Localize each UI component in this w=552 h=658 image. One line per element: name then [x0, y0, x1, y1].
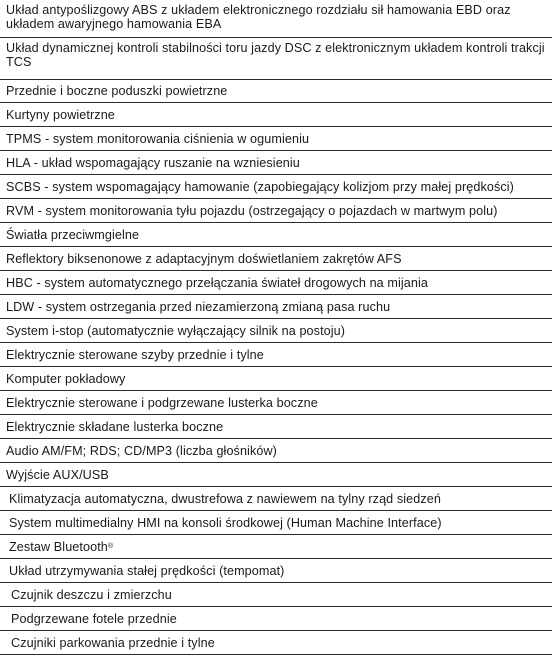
feature-row: [0, 175, 552, 199]
feature-row: [0, 415, 552, 439]
feature-row: Zestaw Bluetooth ®: [0, 535, 552, 559]
feature-label: Czujnik deszczu i zmierzchu: [11, 587, 172, 602]
feature-label: Klimatyzacja automatyczna, dwustrefowa z nawiewem na tylny rząd siedzeń: [9, 491, 441, 506]
feature-row: [0, 559, 552, 583]
feature-label: Światła przeciwmgielne: [6, 227, 140, 242]
feature-label: Układ dynamicznej kontroli stabilności toru jazdy DSC z elektronicznym układem kontroli trakcji TCS: [6, 41, 545, 69]
feature-label: SCBS - system wspomagający hamowanie (zapobiegający kolizjom przy małej prędkości): [6, 179, 514, 194]
feature-row: [0, 583, 552, 607]
feature-row: [0, 103, 552, 127]
feature-label: Zestaw Bluetooth: [9, 539, 108, 554]
feature-row: [0, 391, 552, 415]
feature-row: [0, 439, 552, 463]
feature-label: TPMS - system monitorowania ciśnienia w ogumieniu: [6, 131, 310, 146]
feature-label: Czujniki parkowania przednie i tylne: [11, 635, 215, 650]
feature-label: Komputer pokładowy: [6, 371, 126, 386]
feature-label: LDW - system ostrzegania przed niezamierzoną zmianą pasa ruchu: [6, 299, 391, 314]
feature-row: [0, 80, 552, 103]
feature-row: [0, 271, 552, 295]
feature-label: System i-stop (automatycznie wyłączający silnik na postoju): [6, 323, 346, 338]
feature-row: [0, 487, 552, 511]
feature-row: [0, 38, 552, 80]
feature-label: Układ utrzymywania stałej prędkości (tempomat): [9, 563, 285, 578]
feature-row: [0, 367, 552, 391]
feature-label: HLA - układ wspomagający ruszanie na wzniesieniu: [6, 155, 300, 170]
feature-row: [0, 247, 552, 271]
feature-row: [0, 223, 552, 247]
feature-label: HBC - system automatycznego przełączania świateł drogowych na mijania: [6, 275, 428, 290]
feature-row: [0, 127, 552, 151]
feature-label: Podgrzewane fotele przednie: [11, 611, 177, 626]
feature-label: Reflektory biksenonowe z adaptacyjnym doświetlaniem zakrętów AFS: [6, 251, 402, 266]
feature-label: Audio AM/FM; RDS; CD/MP3 (liczba głośników): [6, 443, 277, 458]
feature-row: [0, 631, 552, 655]
feature-label: Kurtyny powietrzne: [6, 107, 115, 122]
feature-label: System multimedialny HMI na konsoli środkowej (Human Machine Interface): [9, 515, 442, 530]
feature-row: [0, 463, 552, 487]
feature-row: [0, 0, 552, 38]
feature-label: RVM - system monitorowania tyłu pojazdu (ostrzegający o pojazdach w martwym polu): [6, 203, 498, 218]
feature-label: Elektrycznie sterowane szyby przednie i tylne: [6, 347, 264, 362]
feature-row: [0, 319, 552, 343]
feature-label: Elektrycznie składane lusterka boczne: [6, 419, 224, 434]
feature-label: Układ antypoślizgowy ABS z układem elektronicznego rozdziału sił hamowania EBD oraz układem awaryjnego hamowania EBA: [6, 3, 511, 31]
feature-label: Elektrycznie sterowane i podgrzewane lusterka boczne: [6, 395, 318, 410]
feature-row: [0, 199, 552, 223]
feature-row: [0, 607, 552, 631]
feature-label: Przednie i boczne poduszki powietrzne: [6, 84, 228, 98]
feature-label: Wyjście AUX/USB: [6, 467, 109, 482]
feature-row: [0, 511, 552, 535]
feature-row: [0, 295, 552, 319]
feature-row: [0, 151, 552, 175]
feature-row: [0, 343, 552, 367]
